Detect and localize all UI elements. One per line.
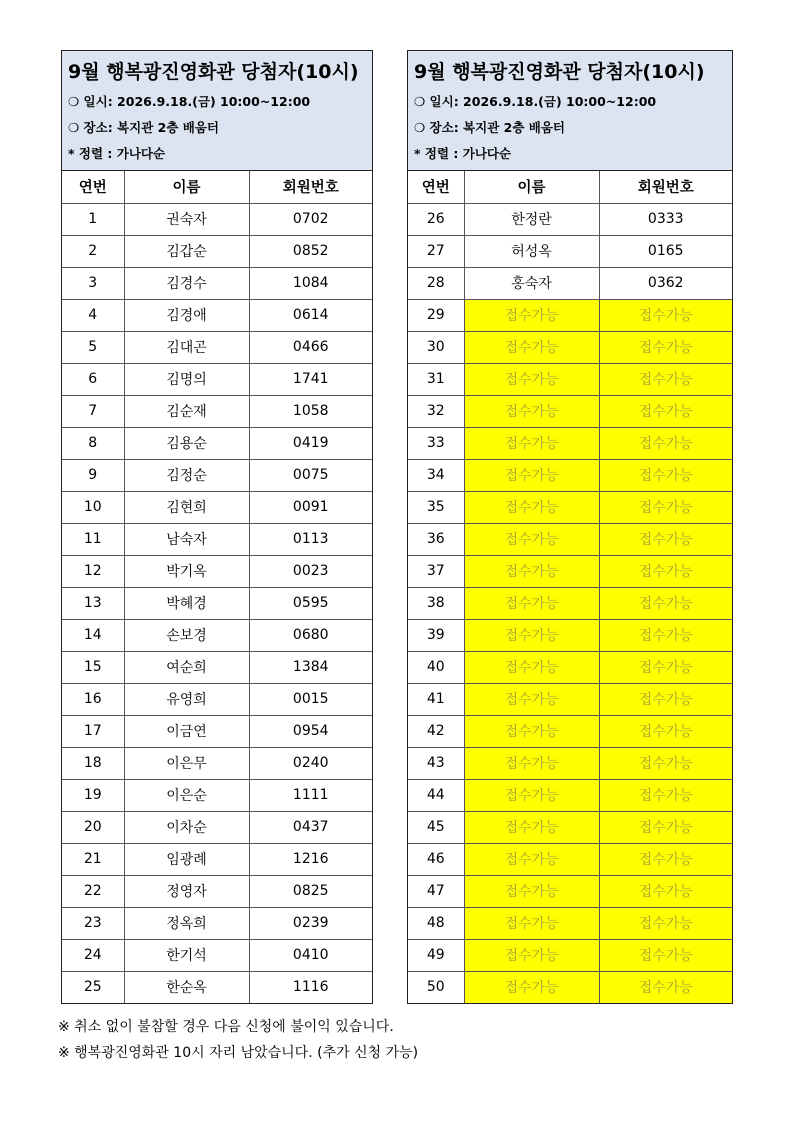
cell-number: 30 xyxy=(408,331,464,363)
panel-title: 9월 행복광진영화관 당첨자(10시) xyxy=(68,61,359,83)
cell-member-id: 0165 xyxy=(599,235,732,267)
cell-name: 접수가능 xyxy=(464,843,599,875)
cell-member-id: 접수가능 xyxy=(599,331,732,363)
cell-number: 23 xyxy=(62,907,124,939)
winners-table xyxy=(408,171,732,1003)
cell-number: 2 xyxy=(62,235,124,267)
cell-member-id: 접수가능 xyxy=(599,747,732,779)
cell-member-id: 0825 xyxy=(249,875,372,907)
cell-member-id: 접수가능 xyxy=(599,299,732,331)
cell-number: 8 xyxy=(62,427,124,459)
cell-name: 접수가능 xyxy=(464,395,599,427)
cell-number: 11 xyxy=(62,523,124,555)
cell-member-id: 0240 xyxy=(249,747,372,779)
cell-number: 46 xyxy=(408,843,464,875)
panel-header xyxy=(62,51,372,171)
cell-name: 이금연 xyxy=(124,715,249,747)
table-row xyxy=(408,459,732,491)
table-row xyxy=(62,779,372,811)
table-row xyxy=(62,555,372,587)
sort-line: * 정렬 : 가나다순 xyxy=(68,146,166,161)
cell-number: 44 xyxy=(408,779,464,811)
panel-header xyxy=(408,51,732,171)
cell-name: 홍숙자 xyxy=(464,267,599,299)
table-row xyxy=(62,747,372,779)
table-row xyxy=(408,523,732,555)
cell-number: 22 xyxy=(62,875,124,907)
cell-member-id: 접수가능 xyxy=(599,811,732,843)
table-row xyxy=(62,715,372,747)
cell-name: 접수가능 xyxy=(464,683,599,715)
cell-member-id: 0239 xyxy=(249,907,372,939)
cell-name: 박혜경 xyxy=(124,587,249,619)
cell-number: 14 xyxy=(62,619,124,651)
panel-title: 9월 행복광진영화관 당첨자(10시) xyxy=(414,61,705,83)
cell-name: 접수가능 xyxy=(464,363,599,395)
cell-name: 접수가능 xyxy=(464,971,599,1003)
table-row xyxy=(408,875,732,907)
cell-name: 접수가능 xyxy=(464,779,599,811)
table-row xyxy=(408,939,732,971)
cell-name: 접수가능 xyxy=(464,491,599,523)
cell-name: 접수가능 xyxy=(464,715,599,747)
cell-number: 6 xyxy=(62,363,124,395)
table-row xyxy=(408,843,732,875)
table-row xyxy=(62,907,372,939)
cell-name: 김용순 xyxy=(124,427,249,459)
cell-number: 47 xyxy=(408,875,464,907)
cell-number: 29 xyxy=(408,299,464,331)
cell-number: 12 xyxy=(62,555,124,587)
winners-panel-left xyxy=(61,50,373,1004)
column-header-name: 이름 xyxy=(124,171,249,203)
cell-number: 33 xyxy=(408,427,464,459)
cell-name: 이은무 xyxy=(124,747,249,779)
table-row xyxy=(408,331,732,363)
table-row xyxy=(408,811,732,843)
winners-table xyxy=(62,171,372,1003)
cell-name: 김정순 xyxy=(124,459,249,491)
table-row xyxy=(62,331,372,363)
table-row xyxy=(62,939,372,971)
cell-name: 접수가능 xyxy=(464,555,599,587)
cell-name: 이은순 xyxy=(124,779,249,811)
cell-name: 유영희 xyxy=(124,683,249,715)
cell-number: 18 xyxy=(62,747,124,779)
table-row xyxy=(408,747,732,779)
cell-member-id: 접수가능 xyxy=(599,683,732,715)
cell-member-id: 접수가능 xyxy=(599,555,732,587)
cell-member-id: 1111 xyxy=(249,779,372,811)
cell-member-id: 0852 xyxy=(249,235,372,267)
table-row xyxy=(62,235,372,267)
cell-member-id: 1741 xyxy=(249,363,372,395)
cell-member-id: 0680 xyxy=(249,619,372,651)
cell-member-id: 0614 xyxy=(249,299,372,331)
cell-member-id: 접수가능 xyxy=(599,587,732,619)
cell-member-id: 접수가능 xyxy=(599,427,732,459)
cell-member-id: 접수가능 xyxy=(599,907,732,939)
cell-number: 7 xyxy=(62,395,124,427)
cell-number: 40 xyxy=(408,651,464,683)
cell-name: 남숙자 xyxy=(124,523,249,555)
place-line: ❍ 장소: 복지관 2층 배움터 xyxy=(68,120,219,135)
column-header-name: 이름 xyxy=(464,171,599,203)
cell-member-id: 0702 xyxy=(249,203,372,235)
cell-name: 김경애 xyxy=(124,299,249,331)
cell-name: 한순옥 xyxy=(124,971,249,1003)
cell-name: 접수가능 xyxy=(464,907,599,939)
cell-name: 이차순 xyxy=(124,811,249,843)
cell-name: 손보경 xyxy=(124,619,249,651)
cell-number: 9 xyxy=(62,459,124,491)
cell-number: 42 xyxy=(408,715,464,747)
cell-number: 5 xyxy=(62,331,124,363)
cell-number: 32 xyxy=(408,395,464,427)
sort-line: * 정렬 : 가나다순 xyxy=(414,146,512,161)
cell-name: 접수가능 xyxy=(464,523,599,555)
cell-number: 10 xyxy=(62,491,124,523)
cell-name: 권숙자 xyxy=(124,203,249,235)
cell-member-id: 1116 xyxy=(249,971,372,1003)
table-row xyxy=(62,683,372,715)
table-row xyxy=(62,395,372,427)
cell-name: 정옥희 xyxy=(124,907,249,939)
table-row xyxy=(408,971,732,1003)
cell-number: 45 xyxy=(408,811,464,843)
table-row xyxy=(62,875,372,907)
table-row xyxy=(408,907,732,939)
cell-name: 김순재 xyxy=(124,395,249,427)
table-row xyxy=(408,619,732,651)
table-row xyxy=(62,363,372,395)
place-line: ❍ 장소: 복지관 2층 배움터 xyxy=(414,120,565,135)
cell-name: 한기석 xyxy=(124,939,249,971)
table-row xyxy=(62,587,372,619)
cell-member-id: 0333 xyxy=(599,203,732,235)
note-no-show-penalty: ※ 취소 없이 불참할 경우 다음 신청에 불이익 있습니다. xyxy=(58,1019,394,1035)
footer-notes xyxy=(58,1014,418,1066)
cell-number: 20 xyxy=(62,811,124,843)
table-row xyxy=(62,651,372,683)
cell-member-id: 0410 xyxy=(249,939,372,971)
table-row xyxy=(62,427,372,459)
cell-member-id: 0437 xyxy=(249,811,372,843)
cell-name: 접수가능 xyxy=(464,587,599,619)
table-row xyxy=(408,587,732,619)
table-row xyxy=(408,363,732,395)
cell-name: 여순희 xyxy=(124,651,249,683)
table-row xyxy=(408,683,732,715)
cell-number: 37 xyxy=(408,555,464,587)
cell-number: 38 xyxy=(408,587,464,619)
cell-member-id: 접수가능 xyxy=(599,715,732,747)
cell-number: 1 xyxy=(62,203,124,235)
date-line: ❍ 일시: 2026.9.18.(금) 10:00~12:00 xyxy=(68,94,311,109)
cell-member-id: 접수가능 xyxy=(599,875,732,907)
cell-member-id: 0113 xyxy=(249,523,372,555)
cell-member-id: 접수가능 xyxy=(599,779,732,811)
cell-number: 36 xyxy=(408,523,464,555)
cell-number: 3 xyxy=(62,267,124,299)
cell-member-id: 0419 xyxy=(249,427,372,459)
cell-name: 한정란 xyxy=(464,203,599,235)
cell-name: 접수가능 xyxy=(464,331,599,363)
table-row xyxy=(62,843,372,875)
table-row xyxy=(62,811,372,843)
cell-name: 접수가능 xyxy=(464,619,599,651)
table-row xyxy=(408,203,732,235)
cell-member-id: 0023 xyxy=(249,555,372,587)
cell-number: 50 xyxy=(408,971,464,1003)
cell-member-id: 접수가능 xyxy=(599,651,732,683)
cell-member-id: 접수가능 xyxy=(599,363,732,395)
cell-member-id: 0091 xyxy=(249,491,372,523)
cell-member-id: 접수가능 xyxy=(599,843,732,875)
table-row xyxy=(62,619,372,651)
cell-number: 26 xyxy=(408,203,464,235)
cell-number: 25 xyxy=(62,971,124,1003)
table-row xyxy=(408,299,732,331)
cell-member-id: 0015 xyxy=(249,683,372,715)
date-line: ❍ 일시: 2026.9.18.(금) 10:00~12:00 xyxy=(414,94,657,109)
cell-name: 김현희 xyxy=(124,491,249,523)
cell-name: 김대곤 xyxy=(124,331,249,363)
cell-member-id: 0362 xyxy=(599,267,732,299)
cell-number: 34 xyxy=(408,459,464,491)
table-row xyxy=(62,299,372,331)
cell-number: 4 xyxy=(62,299,124,331)
cell-number: 19 xyxy=(62,779,124,811)
cell-number: 28 xyxy=(408,267,464,299)
table-row xyxy=(408,779,732,811)
table-row xyxy=(62,459,372,491)
table-row xyxy=(62,491,372,523)
cell-member-id: 0466 xyxy=(249,331,372,363)
table-row xyxy=(408,235,732,267)
cell-member-id: 1384 xyxy=(249,651,372,683)
cell-member-id: 접수가능 xyxy=(599,395,732,427)
cell-member-id: 0075 xyxy=(249,459,372,491)
cell-name: 임광례 xyxy=(124,843,249,875)
cell-name: 접수가능 xyxy=(464,747,599,779)
cell-member-id: 접수가능 xyxy=(599,619,732,651)
cell-member-id: 1084 xyxy=(249,267,372,299)
cell-number: 35 xyxy=(408,491,464,523)
cell-number: 24 xyxy=(62,939,124,971)
table-row xyxy=(62,523,372,555)
column-header-member-id: 회원번호 xyxy=(249,171,372,203)
table-row xyxy=(62,971,372,1003)
cell-number: 16 xyxy=(62,683,124,715)
cell-number: 13 xyxy=(62,587,124,619)
cell-name: 접수가능 xyxy=(464,651,599,683)
table-row xyxy=(408,427,732,459)
table-row xyxy=(408,267,732,299)
cell-number: 27 xyxy=(408,235,464,267)
cell-name: 접수가능 xyxy=(464,811,599,843)
cell-name: 박기옥 xyxy=(124,555,249,587)
note-seats-available: ※ 행복광진영화관 10시 자리 남았습니다. (추가 신청 가능) xyxy=(58,1045,419,1061)
cell-member-id: 1058 xyxy=(249,395,372,427)
cell-name: 접수가능 xyxy=(464,299,599,331)
cell-number: 21 xyxy=(62,843,124,875)
table-row xyxy=(408,715,732,747)
column-header-member-id: 회원번호 xyxy=(599,171,732,203)
cell-number: 43 xyxy=(408,747,464,779)
cell-member-id: 접수가능 xyxy=(599,459,732,491)
cell-name: 접수가능 xyxy=(464,939,599,971)
column-header-number: 연번 xyxy=(408,171,464,203)
table-row xyxy=(62,267,372,299)
table-row xyxy=(62,203,372,235)
cell-number: 49 xyxy=(408,939,464,971)
cell-member-id: 0954 xyxy=(249,715,372,747)
cell-member-id: 접수가능 xyxy=(599,939,732,971)
cell-name: 김경수 xyxy=(124,267,249,299)
table-row xyxy=(408,395,732,427)
cell-number: 17 xyxy=(62,715,124,747)
cell-member-id: 접수가능 xyxy=(599,971,732,1003)
winners-panel-right xyxy=(407,50,733,1004)
cell-member-id: 접수가능 xyxy=(599,491,732,523)
table-row xyxy=(408,491,732,523)
cell-number: 41 xyxy=(408,683,464,715)
cell-member-id: 0595 xyxy=(249,587,372,619)
table-row xyxy=(408,651,732,683)
cell-name: 접수가능 xyxy=(464,427,599,459)
cell-member-id: 1216 xyxy=(249,843,372,875)
cell-number: 39 xyxy=(408,619,464,651)
cell-member-id: 접수가능 xyxy=(599,523,732,555)
cell-name: 접수가능 xyxy=(464,875,599,907)
cell-name: 허성옥 xyxy=(464,235,599,267)
table-row xyxy=(408,555,732,587)
cell-number: 15 xyxy=(62,651,124,683)
cell-number: 48 xyxy=(408,907,464,939)
cell-number: 31 xyxy=(408,363,464,395)
cell-name: 김갑순 xyxy=(124,235,249,267)
cell-name: 접수가능 xyxy=(464,459,599,491)
cell-name: 정영자 xyxy=(124,875,249,907)
cell-name: 김명의 xyxy=(124,363,249,395)
column-header-number: 연번 xyxy=(62,171,124,203)
